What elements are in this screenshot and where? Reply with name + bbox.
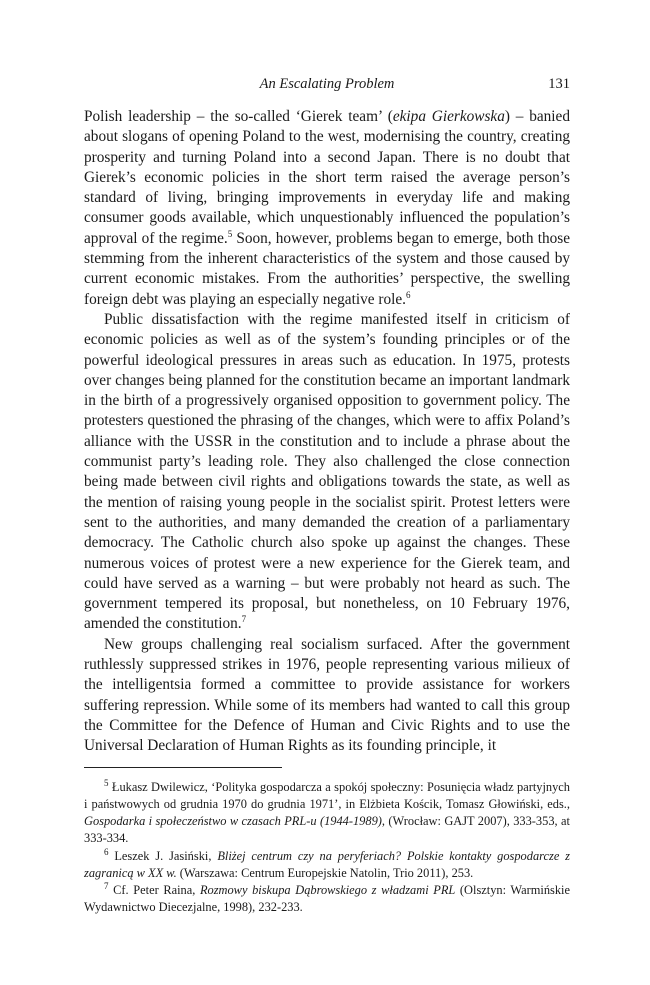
paragraph-2: Public dissatisfaction with the regime manifested itself in criticism of economic policies as well as of the system’s founding principles or of the powerful ideological pressures in areas such as education. In 1975, protests over changes being planned for the constitution became an important landmark in the birth of a progressively organised opposition to government policy. The protesters questioned the phrasing of the changes, which were to affix Poland’s alliance with the USSR in the constitution and to include a phrase about the communist party’s leading role. They also challenged the close connection being made between civil rights and obligations towards the state, as well as the mention of raising young people in the socialist spirit. Protest letters were sent to the authorities, and many demanded the creation of a parliamentary democracy. The Catholic church also spoke up against the changes. These numerous voices of protest were a new experience for the Gierek team, and could have served as a warning – but were probably not heard as such. The government tempered its proposal, but nonetheless, on 10 February 1976, amended the constitution.$^7$	[84, 310, 570, 633]
footnote-ref-7: 7	[241, 614, 247, 625]
running-title: An Escalating Problem	[259, 76, 395, 92]
footnote-title: Gospodarka i społeczeństwo w czasach PRL-u (1944-1989)	[84, 813, 382, 828]
footnote-ref-6: 6	[405, 289, 411, 300]
paragraph-3: New groups challenging real socialism surfaced. After the government ruthlessly suppressed strikes in 1976, people representing various milieux of the intelligentsia formed a committee to provide assistance for workers suffering repression. While some of its members had wanted to call this group the Committee for the Defence of Human and Civic Rights and to use the Universal Declaration of Human Rights as its founding principle, it	[84, 635, 570, 755]
footnote-7: $^7$ Cf. Peter Raina, Rozmowy biskupa Dąbrowskiego z władzami PRL (Olsztyn: Warmińskie Wydawnictwo Diecezjalne, 1998), 232-233.	[84, 881, 570, 915]
body-text	[84, 107, 570, 757]
footnote-divider	[84, 767, 282, 768]
italic-term: ekipa Gierkowska	[392, 108, 505, 125]
paragraph-1: Polish leadership – the so-called ‘Gierek team’ (ekipa Gierkowska) – banied about slogans of opening Poland to the west, modernising the country, creating prosperity and turning Poland into a second Japan. There is no doubt that Gierek’s economic policies in the short term raised the average person’s standard of living, bringing improvements in everyday life and making consumer goods available, which unquestionably influenced the population’s approval of the regime.$^5$ Soon, however, problems began to emerge, both those stemming from the inherent characteristics of the system and those caused by current economic mistakes. From the authorities’ perspective, the swelling foreign debt was playing an especially negative role.$^6$	[84, 108, 570, 308]
running-head	[84, 76, 570, 96]
footnotes	[84, 779, 570, 917]
page-number: 131	[548, 76, 570, 92]
footnote-6: $^6$ Leszek J. Jasiński, Bliżej centrum czy na peryferiach? Polskie kontakty gospodarcze z zagranicą w XX w. (Warszawa: Centrum Europejskie Natolin, Trio 2011), 253.	[84, 846, 571, 880]
footnote-title: Bliżej centrum czy na peryferiach? Polskie kontakty gospodarcze z zagranicą w XX w.	[84, 848, 571, 880]
footnote-ref-5: 5	[227, 228, 233, 239]
footnote-5: $^5$ Łukasz Dwilewicz, ‘Polityka gospodarcza a spokój społeczny: Posunięcia władz partyjnych i państwowych od grudnia 1970 do grudnia 1971’, in Elżbieta Kościk, Tomasz Głowiński, eds., Gospodarka i społeczeństwo w czasach PRL-u (1944-1989), (Wrocław: GAJT 2007), 333-353, at 333-334.	[84, 777, 570, 845]
footnote-title: Rozmowy biskupa Dąbrowskiego z władzami PRL	[199, 883, 456, 898]
